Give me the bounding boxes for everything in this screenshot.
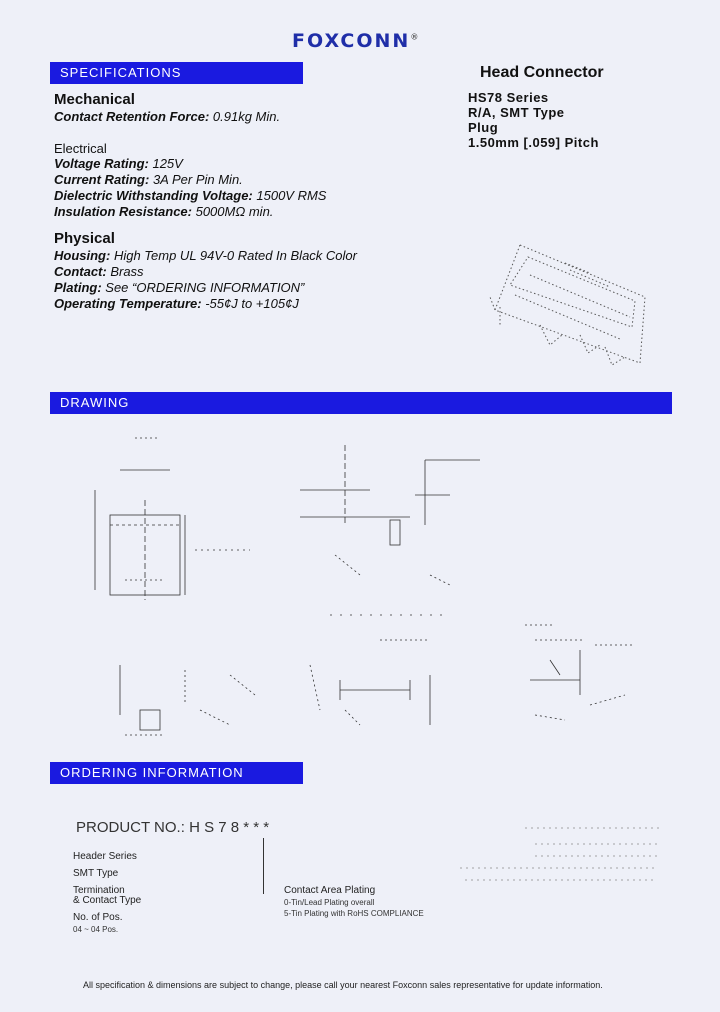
plating-option-1: 5-Tin Plating with RoHS COMPLIANCE xyxy=(284,909,424,918)
product-series: HS78 Series xyxy=(468,90,549,105)
spec-operating-temp: Operating Temperature: -55¢J to +105¢J xyxy=(54,296,299,311)
spec-contact: Contact: Brass xyxy=(54,264,144,279)
spec-dielectric: Dielectric Withstanding Voltage: 1500V RMS xyxy=(54,188,327,203)
spec-plating: Plating: See “ORDERING INFORMATION” xyxy=(54,280,305,295)
pcb-layout-drawing xyxy=(90,655,270,765)
front-view-drawing xyxy=(85,430,260,605)
product-type: R/A, SMT Type xyxy=(468,105,565,120)
spec-voltage-rating: Voltage Rating: 125V xyxy=(54,156,183,171)
product-title: Head Connector xyxy=(480,64,604,81)
product-number-label: PRODUCT NO.: xyxy=(76,819,185,836)
ordering-divider xyxy=(263,838,264,894)
foxconn-logo: FOXCONN® xyxy=(292,30,419,52)
product-number xyxy=(76,819,269,836)
spec-insulation: Insulation Resistance: 5000MΩ min. xyxy=(54,204,274,219)
physical-title: Physical xyxy=(54,230,115,247)
spec-housing: Housing: High Temp UL 94V-0 Rated In Black Color xyxy=(54,248,357,263)
packaging-drawing xyxy=(495,620,645,735)
side-view-drawing xyxy=(290,435,490,620)
plating-option-0: 0-Tin/Lead Plating overall xyxy=(284,898,375,907)
mechanical-title: Mechanical xyxy=(54,91,135,108)
spec-retention-force: Contact Retention Force: 0.91kg Min. xyxy=(54,109,281,124)
product-gender: Plug xyxy=(468,120,499,135)
product-number-code: H S 7 8 * * * xyxy=(189,819,270,836)
specifications-bar: SPECIFICATIONS xyxy=(50,62,303,84)
drawing-bar: DRAWING xyxy=(50,392,672,414)
ordering-example-graphic xyxy=(455,820,665,890)
field-termination: Termination xyxy=(73,885,125,896)
pos-note: 04 ~ 04 Pos. xyxy=(73,925,119,934)
electrical-title: Electrical xyxy=(54,141,107,156)
ordering-bar: ORDERING INFORMATION xyxy=(50,762,303,784)
plating-title: Contact Area Plating xyxy=(284,885,376,896)
field-contact-type: & Contact Type xyxy=(73,895,142,906)
field-header-series: Header Series xyxy=(73,851,137,862)
section-drawing xyxy=(300,630,460,730)
footer-disclaimer: All specification & dimensions are subject to change, please call your nearest Foxconn sales representative for update information. xyxy=(83,980,603,990)
spec-current-rating: Current Rating: 3A Per Pin Min. xyxy=(54,172,243,187)
field-smt-type: SMT Type xyxy=(73,868,119,879)
field-no-of-pos: No. of Pos. xyxy=(73,912,123,923)
product-pitch: 1.50mm [.059] Pitch xyxy=(468,135,599,150)
registered-mark: ® xyxy=(410,32,419,42)
